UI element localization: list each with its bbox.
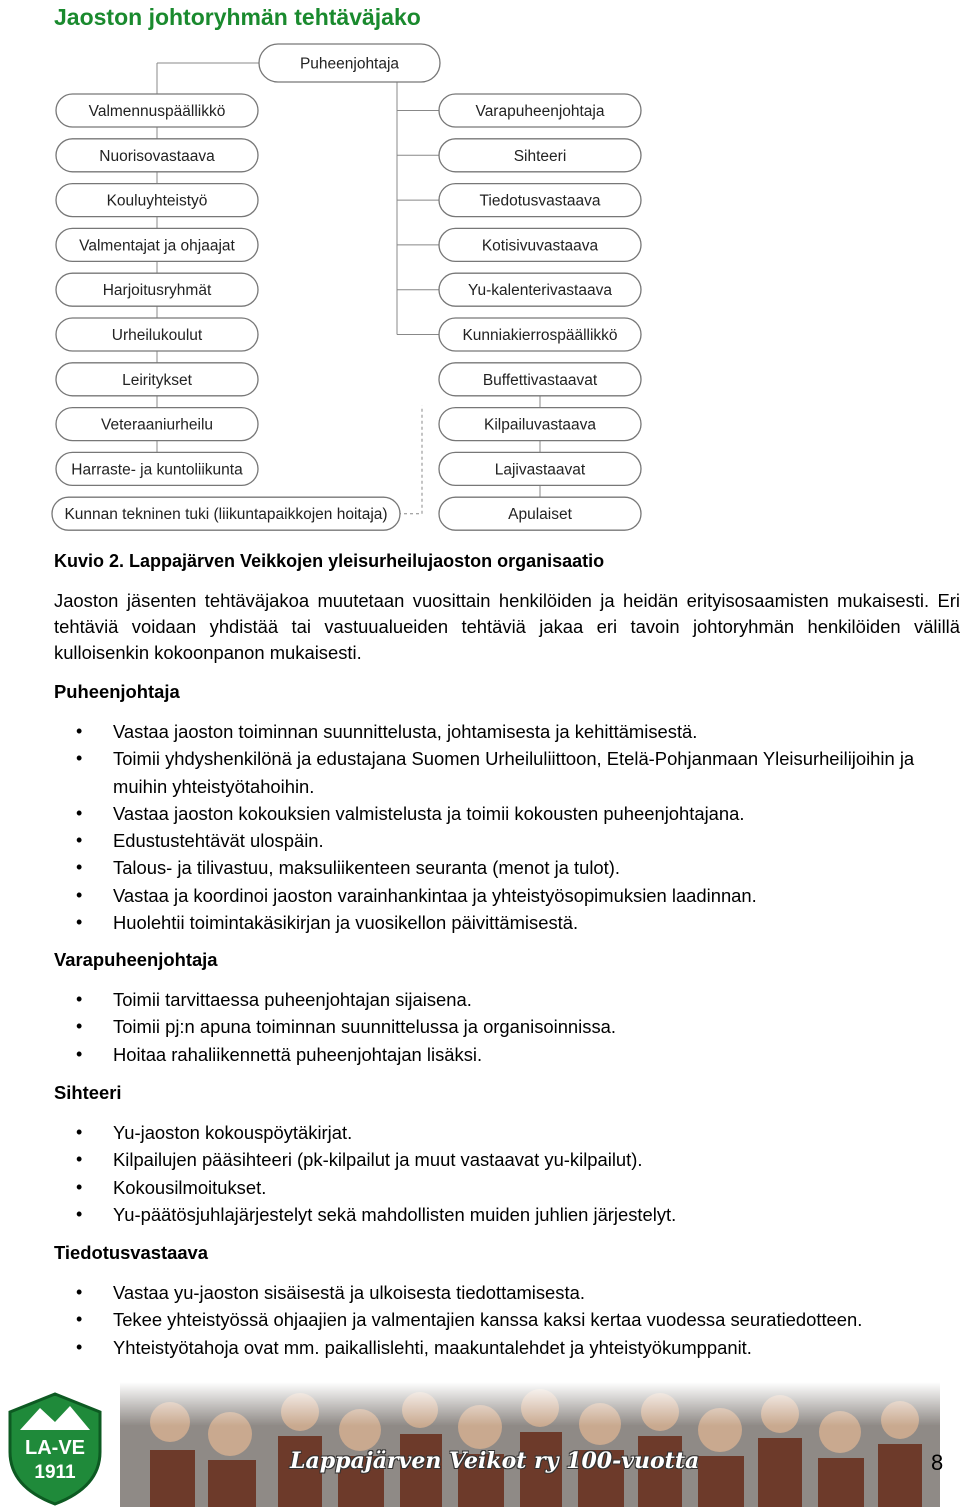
org-box-label: Leiritykset xyxy=(122,371,192,389)
list-item: • Yu-jaoston kokouspöytäkirjat. xyxy=(54,1119,960,1146)
org-box-label: Kotisivuvastaava xyxy=(481,237,599,255)
bullet-icon: • xyxy=(76,1176,83,1197)
bullet-list xyxy=(54,718,960,936)
footer-caption: Lappajärven Veikot ry 100-vuotta xyxy=(290,1448,700,1474)
list-item: • Toimii pj:n apuna toiminnan suunnittelussa ja organisoinnissa. xyxy=(54,1013,960,1040)
bullet-icon: • xyxy=(76,1149,83,1170)
section-heading: Varapuheenjohtaja xyxy=(54,949,218,970)
org-box-left xyxy=(56,363,258,396)
org-box-right xyxy=(439,228,641,261)
list-item: • Hoitaa rahaliikennettä puheenjohtajan lisäksi. xyxy=(54,1041,960,1068)
org-box-right xyxy=(439,139,641,172)
list-item: • Kokousilmoitukset. xyxy=(54,1174,960,1201)
bullet-icon: • xyxy=(76,721,83,741)
org-box-right xyxy=(439,497,641,530)
org-box-right xyxy=(439,318,641,351)
org-box-label: Buffettivastaavat xyxy=(482,371,598,389)
logo-year: 1911 xyxy=(34,1462,76,1483)
bullet-icon: • xyxy=(76,989,83,1009)
list-item: • Yhteistyötahoja ovat mm. paikallislehti, maakuntalehdet ja yhteistyökumppanit. xyxy=(54,1334,960,1361)
org-box-label: Varapuheenjohtaja xyxy=(475,103,605,120)
bullet-icon: • xyxy=(76,802,83,823)
bullet-icon: • xyxy=(76,912,83,933)
org-box-right xyxy=(439,94,641,127)
org-box-right xyxy=(439,273,641,306)
list-item: • Yu-päätösjuhlajärjestelyt sekä mahdollisten muiden juhlien järjestelyt. xyxy=(54,1201,960,1228)
org-box-label: Kunnan tekninen tuki (liikuntapaikkojen hoitaja) xyxy=(64,506,388,524)
club-logo xyxy=(10,1394,100,1504)
bullet-icon: • xyxy=(76,1282,83,1302)
org-box-left xyxy=(56,452,258,485)
org-box-left xyxy=(56,228,258,261)
intro-paragraph: Jaoston jäsenten tehtäväjakoa muutetaan vuosittain henkilöiden ja heidän erityisosaamisten mukaisesti. Eri tehtäviä voidaan yhdistää tai vastuualueiden tehtäviä jakaa eri tavoin johtoryhmän henkilöiden välillä kulloisenkin kokoonpanon mukaisesti. xyxy=(54,590,960,663)
org-box-label: Sihteeri xyxy=(513,147,567,165)
bullet-icon: • xyxy=(76,1203,83,1224)
bullet-list xyxy=(54,986,960,1068)
org-chart-boxes xyxy=(52,44,641,530)
bullet-list xyxy=(54,1279,960,1361)
org-box-label: Apulaiset xyxy=(508,506,572,524)
org-box-label: Yu-kalenterivastaava xyxy=(468,282,612,300)
logo-text: LA-VE xyxy=(25,1437,85,1459)
list-item: • Edustustehtävät ulospäin. xyxy=(54,827,960,854)
org-box-label: Harraste- ja kuntoliikunta xyxy=(71,461,243,479)
org-box-label: Nuorisovastaava xyxy=(99,147,215,165)
bullet-icon: • xyxy=(76,748,83,769)
org-box-label: Puheenjohtaja xyxy=(299,55,400,73)
list-item: • Huolehtii toimintakäsikirjan ja vuosikellon päivittämisestä. xyxy=(54,909,960,936)
org-box-label: Harjoitusryhmät xyxy=(102,282,212,300)
section-varapuheenjohtaja xyxy=(54,947,960,1068)
bullet-icon: • xyxy=(76,1016,83,1037)
org-box-left xyxy=(56,184,258,217)
org-box-label: Kunniakierrospäällikkö xyxy=(462,327,618,344)
list-item: • Toimii yhdyshenkilönä ja edustajana Suomen Urheiluliittoon, Etelä-Pohjanmaan Yleisurheilijoihin ja muihin yhteistyötahoihin. xyxy=(54,745,960,800)
org-box-right xyxy=(439,408,641,441)
list-item: • Tekee yhteistyössä ohjaajien ja valmentajien kanssa kaksi kertaa vuodessa seuratiedotteen. xyxy=(54,1306,960,1333)
org-box-label: Kouluyhteistyö xyxy=(106,192,208,210)
page-number: 8 xyxy=(931,1450,944,1475)
list-item: • Toimii tarvittaessa puheenjohtajan sijaisena. xyxy=(54,986,960,1013)
org-box-label: Tiedotusvastaava xyxy=(479,192,601,210)
list-item: • Vastaa jaoston kokouksien valmistelusta ja toimii kokousten puheenjohtajana. xyxy=(54,800,960,827)
org-box-label: Urheilukoulut xyxy=(111,327,203,344)
org-box-left xyxy=(56,318,258,351)
figure-caption: Kuvio 2. Lappajärven Veikkojen yleisurheilujaoston organisaatio xyxy=(54,551,605,571)
footer-team-photo xyxy=(0,1372,960,1507)
org-box-left xyxy=(56,94,258,127)
bullet-icon: • xyxy=(76,830,83,851)
section-heading: Puheenjohtaja xyxy=(54,681,180,702)
section-puheenjohtaja xyxy=(54,679,960,936)
org-box-right xyxy=(439,452,641,485)
org-box-right xyxy=(439,363,641,396)
bullet-icon: • xyxy=(76,884,83,905)
list-item: • Vastaa yu-jaoston sisäisestä ja ulkoisesta tiedottamisesta. xyxy=(54,1279,960,1306)
org-box-label: Valmentajat ja ohjaajat xyxy=(79,237,235,255)
org-box-root xyxy=(259,44,440,82)
org-box-left xyxy=(56,408,258,441)
list-item: • Vastaa jaoston toiminnan suunnittelusta, johtamisesta ja kehittämisestä. xyxy=(54,718,960,745)
bullet-list xyxy=(54,1119,960,1228)
team-photo-image xyxy=(0,1372,960,1507)
section-heading: Tiedotusvastaava xyxy=(54,1242,209,1263)
bullet-icon: • xyxy=(76,1336,83,1357)
list-item: • Vastaa ja koordinoi jaoston varainhankintaa ja yhteistyösopimuksien laadinnan. xyxy=(54,882,960,909)
org-box-right xyxy=(439,184,641,217)
list-item: • Kilpailujen pääsihteeri (pk-kilpailut ja muut vastaavat yu-kilpailut). xyxy=(54,1146,960,1173)
org-box-label: Valmennuspäällikkö xyxy=(88,103,226,120)
bullet-icon: • xyxy=(76,1122,83,1142)
org-chart xyxy=(0,0,960,545)
org-box-label: Veteraaniurheilu xyxy=(100,416,214,434)
section-tiedotusvastaava xyxy=(54,1240,960,1361)
org-box-left xyxy=(56,273,258,306)
org-box-label: Kilpailuvastaava xyxy=(483,416,597,434)
org-box-left xyxy=(56,139,258,172)
bullet-icon: • xyxy=(76,1309,83,1330)
list-item: • Talous- ja tilivastuu, maksuliikenteen seuranta (menot ja tulot). xyxy=(54,854,960,881)
org-box-label: Lajivastaavat xyxy=(494,461,586,479)
org-box-left xyxy=(52,497,400,530)
section-heading: Sihteeri xyxy=(54,1082,122,1103)
bullet-icon: • xyxy=(76,857,83,878)
page-title: Jaoston johtoryhmän tehtäväjako xyxy=(54,4,421,30)
bullet-icon: • xyxy=(76,1043,83,1064)
section-sihteeri xyxy=(54,1080,960,1228)
